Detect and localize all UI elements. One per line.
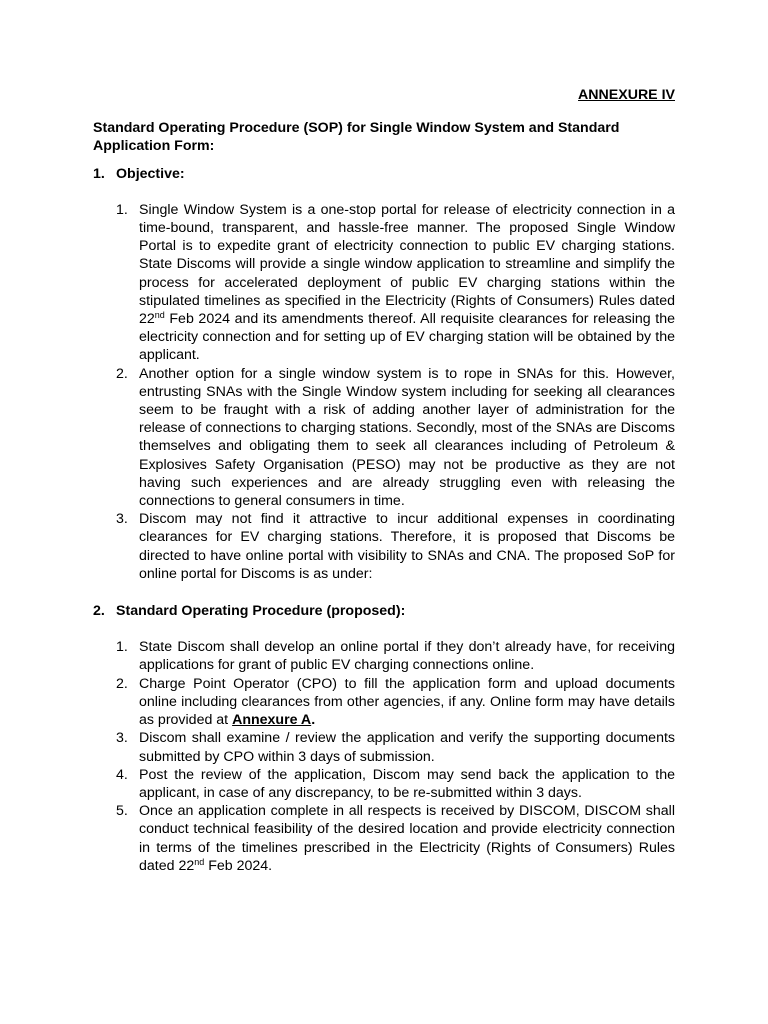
- item-text: Discom may not find it attractive to incur additional expenses in coordinating clearances for EV charging stations. Therefore, it is proposed that Discoms be directed to have online portal with visibility to SNAs and CNA. The proposed SoP for online portal for Discoms is as under:: [139, 511, 675, 582]
- sop-list: [93, 638, 675, 875]
- superscript: nd: [154, 310, 165, 321]
- section-number: 2.: [93, 603, 105, 620]
- list-item: [93, 729, 675, 765]
- item-text: Post the review of the application, Discom may send back the application to the applicant, in case of any discrepancy, to be re-submitted within 3 days.: [139, 766, 675, 801]
- section-heading-objective: [93, 165, 675, 183]
- section-number: 1.: [93, 165, 105, 182]
- list-item: [93, 766, 675, 802]
- item-text-continued: .: [311, 712, 316, 729]
- item-number: 4.: [116, 766, 128, 783]
- item-number: 1.: [116, 201, 128, 218]
- list-item: [93, 802, 675, 875]
- section-heading-sop: [93, 602, 675, 620]
- list-item: [93, 365, 675, 511]
- document-page: [93, 86, 675, 875]
- item-text: Charge Point Operator (CPO) to fill the application form and upload documents online including clearances from other agencies, if any. Online form may have details as provided at: [139, 675, 675, 729]
- list-item: [93, 510, 675, 583]
- list-item: [93, 201, 675, 365]
- item-text: Another option for a single window system is to rope in SNAs for this. However, entrusting SNAs with the Single Window system including for seeking all clearances seem to be fraught with a risk of adding another layer of administration for the release of connections to charging stations. Secondly, most of the SNAs are Discoms themselves and obligating them to seek all clearances including of Petroleum & Explosives Safety Organisation (PESO) may not be productive as they are not having such experiences and are already struggling even with releasing the connections to general consumers in time.: [139, 365, 675, 510]
- item-text: Single Window System is a one-stop portal for release of electricity connection in a time-bound, transparent, and hassle-free manner. The proposed Single Window Portal is to expedite grant of electricity connection to public EV charging stations. State Discoms will provide a single window application to streamline and simplify the process for accelerated deployment of public EV charging stations within the stipulated timelines as specified in the Electricity (Rights of Consumers) Rules dated 22: [139, 201, 675, 328]
- item-number: 5.: [116, 803, 128, 820]
- item-number: 1.: [116, 639, 128, 656]
- objective-list: [93, 201, 675, 583]
- superscript: nd: [194, 856, 205, 867]
- item-number: 2.: [116, 365, 128, 382]
- item-text-continued: Feb 2024.: [204, 857, 273, 874]
- list-item: [93, 675, 675, 730]
- item-number: 3.: [116, 511, 128, 528]
- item-text: Discom shall examine / review the application and verify the supporting documents submitted by CPO within 3 days of submission.: [139, 730, 675, 765]
- document-title: Standard Operating Procedure (SOP) for Single Window System and Standard Application Form:: [93, 120, 620, 155]
- item-text: Once an application complete in all respects is received by DISCOM, DISCOM shall conduct technical feasibility of the desired location and provide electricity connection in terms of the timelines prescribed in the Electricity (Rights of Consumers) Rules dated 22: [139, 803, 675, 874]
- annexure-a-link[interactable]: Annexure A: [232, 712, 312, 729]
- section-title: Objective:: [116, 165, 185, 182]
- item-number: 3.: [116, 730, 128, 747]
- list-item: [93, 638, 675, 674]
- item-text-continued: Feb 2024 and its amendments thereof. All requisite clearances for releasing the electricity connection and for setting up of EV charging station will be obtained by the applicant.: [139, 311, 675, 364]
- item-text: State Discom shall develop an online portal if they don’t already have, for receiving applications for grant of public EV charging connections online.: [139, 639, 675, 674]
- item-number: 2.: [116, 675, 128, 692]
- annexure-label: ANNEXURE IV: [578, 87, 675, 103]
- section-title: Standard Operating Procedure (proposed):: [116, 603, 406, 620]
